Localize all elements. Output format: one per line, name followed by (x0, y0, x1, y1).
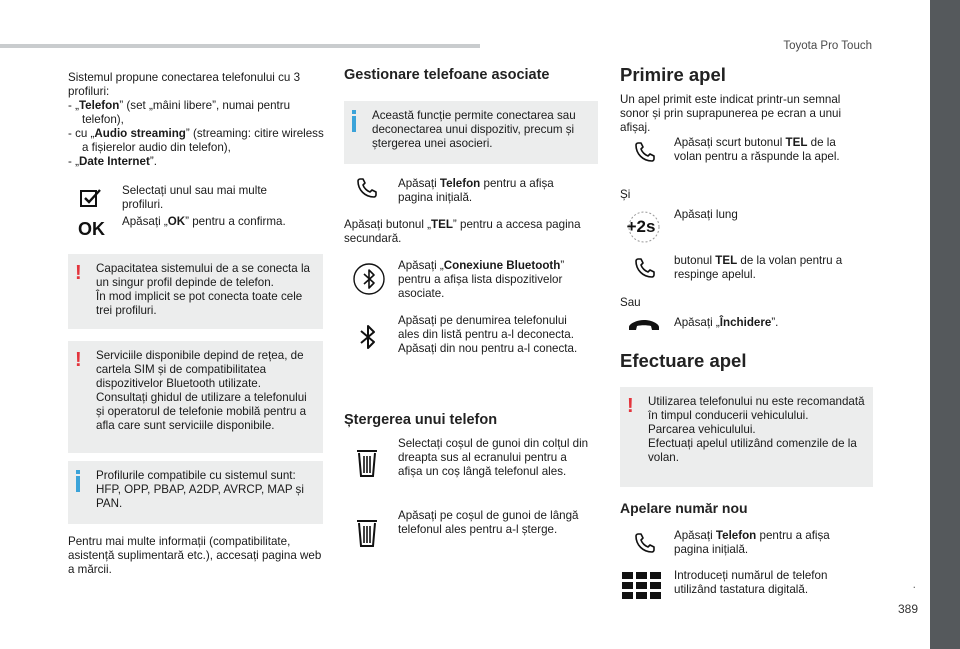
phone-icon (630, 256, 660, 280)
profile-date: - „Date Internet”. (68, 155, 157, 168)
step-select-phone-text: Apăsați pe denumirea telefonului ales din listă pentru a-l deconecta. Apăsați din nou pentru a-l conecta. (398, 314, 578, 355)
ok-icon: OK (78, 219, 105, 239)
page-dot: . (912, 577, 916, 591)
section-title-make-call: Efectuare apel (620, 350, 747, 371)
info-text: Această funcție permite conectarea sau deconectarea unui dispozitiv, precum și ștergerea unei asocieri. (372, 109, 576, 150)
info-box-paired (344, 101, 598, 164)
warning-box-driving (620, 387, 873, 487)
page-number: 389 (897, 602, 918, 616)
and-text: Și (620, 188, 631, 201)
section-title-incoming-call: Primire apel (620, 64, 726, 85)
warning-box-profiles (68, 254, 323, 329)
warning-box-services (68, 341, 323, 453)
hang-up-icon (624, 316, 664, 334)
warning-icon: ! (75, 349, 82, 371)
left-intro (68, 71, 324, 169)
section-title-dial-new-number: Apelare număr nou (620, 500, 748, 516)
profile-audio: - cu „Audio streaming” (streaming: citire wireless a fișierelor audio din telefon), (68, 127, 324, 154)
header-title: Toyota Pro Touch (783, 40, 872, 52)
ok-text: Apăsați „OK” pentru a confirma. (122, 215, 286, 228)
keypad-icon (622, 572, 662, 600)
bluetooth-icon (356, 322, 380, 352)
bluetooth-connection-icon (352, 262, 386, 296)
page-edge-bar (930, 0, 960, 649)
checkbox-icon (80, 188, 102, 208)
intro-text: Sistemul propune conectarea telefonului cu 3 profiluri: (68, 71, 301, 98)
answer-call-text: Apăsați scurt butonul TEL de la volan pentru a răspunde la apel. (674, 136, 840, 163)
section-title-paired-phones: Gestionare telefoane asociate (344, 67, 550, 83)
step-bluetooth-text: Apăsați „Conexiune Bluetooth” pentru a afișa lista dispozitivelor asociate. (398, 259, 565, 300)
reject-call-text: butonul TEL de la volan pentru a respinge apelul. (674, 254, 843, 281)
warning-icon: ! (75, 262, 82, 284)
info-text: Profilurile compatibile cu sistemul sunt: HFP, OPP, PBAP, A2DP, AVRCP, MAP și PAN. (96, 469, 304, 510)
long-press-2s-icon (620, 210, 662, 244)
phone-icon (630, 531, 660, 555)
long-press-text: Apăsați lung (674, 208, 738, 221)
phone-icon (630, 140, 660, 164)
profile-telefon: - „Telefon” (set „mâini libere”, numai pentru telefon), (68, 99, 291, 126)
incoming-intro-text: Un apel primit este indicat printr-un semnal sonor și prin suprapunerea pe ecran a unui afișaj. (620, 93, 842, 134)
info-box-profiles (68, 461, 323, 524)
or-text: Sau (620, 296, 641, 309)
dial-step2-text: Introduceți numărul de telefon utilizând tastatura digitală. (674, 569, 828, 596)
warning-icon: ! (627, 395, 634, 417)
warning-text: Capacitatea sistemului de a se conecta la un singur profil depinde de telefon. În mod implicit se pot conecta toate cele trei profiluri. (96, 262, 310, 317)
step-telefon-text: Apăsați Telefon pentru a afișa pagina inițială. (398, 177, 554, 204)
select-profiles-text: Selectați unul sau mai multe profiluri. (122, 184, 267, 211)
header-rule (0, 44, 480, 48)
phone-icon (352, 176, 382, 200)
warning-text: Utilizarea telefonului nu este recomandată în timpul conducerii vehiculului. Parcarea vehiculului. Efectuați apelul utilizând comenzile de la volan. (648, 395, 865, 464)
long-press-2s-label: +2s (626, 217, 656, 236)
section-title-delete-phone: Ștergerea unui telefon (344, 412, 498, 428)
delete-step1-text: Selectați coșul de gunoi din colțul din dreapta sus al ecranului pentru a afișa un coș lângă telefonul ales. (398, 437, 589, 478)
dial-step1-text: Apăsați Telefon pentru a afișa pagina inițială. (674, 529, 830, 556)
warning-text: Serviciile disponibile depind de rețea, de cartela SIM și de compatibilitatea dispozitivelor Bluetooth utilizate. Consultați ghidul de utilizare a telefonului și operatorul de telefonie mobilă pentru a afla care sunt serviciile disponibile. (96, 349, 307, 432)
tel-button-text: Apăsați butonul „TEL” pentru a accesa pagina secundară. (344, 218, 581, 245)
outro-text: Pentru mai multe informații (compatibilitate, asistență suplimentară etc.), accesați pagina web a mărcii. (68, 535, 322, 576)
hang-up-text: Apăsați „Închidere”. (674, 316, 779, 329)
delete-step2-text: Apăsați pe coșul de gunoi de lângă telefonul ales pentru a-l șterge. (398, 509, 579, 536)
trash-icon (356, 518, 378, 548)
trash-icon (356, 448, 378, 478)
